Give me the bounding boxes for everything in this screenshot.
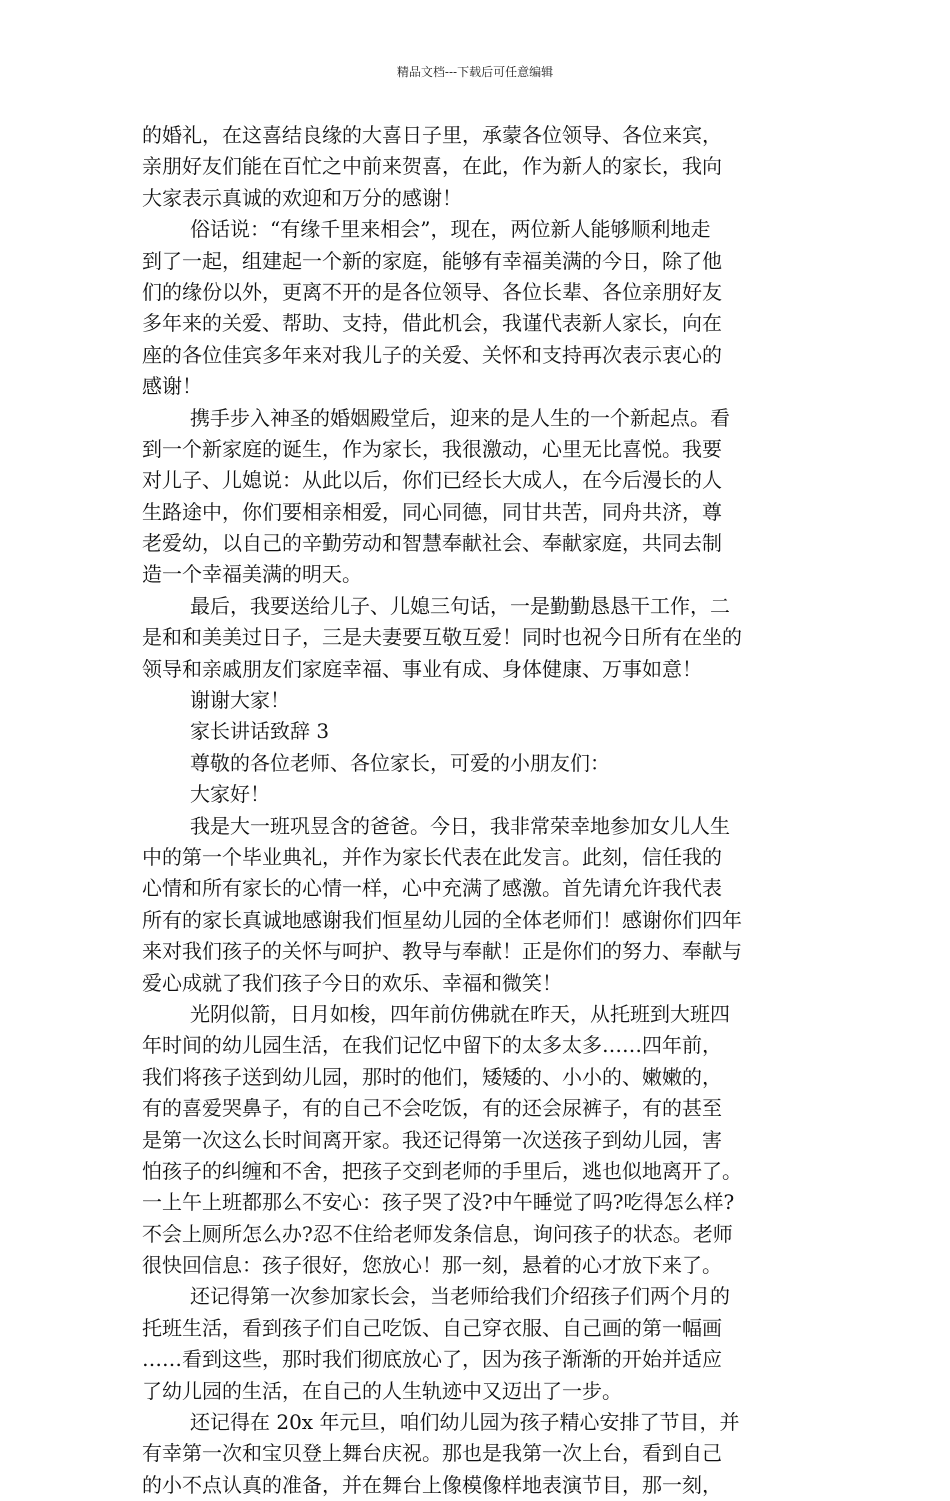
text-line: 大家表示真诚的欢迎和万分的感谢！ <box>142 185 462 210</box>
text-line: 心情和所有家长的心情一样，心中充满了感激。首先请允许我代表 <box>142 876 722 901</box>
text-line: 很快回信息：孩子很好，您放心！那一刻，悬着的心才放下来了。 <box>142 1253 722 1278</box>
text-line: 多年来的关爱、帮助、支持，借此机会，我谨代表新人家长，向在 <box>142 311 722 336</box>
text-line: ……看到这些，那时我们彻底放心了，因为孩子渐渐的开始并适应 <box>142 1347 722 1372</box>
text-line: 谢谢大家！ <box>190 688 290 713</box>
text-line: 我们将孩子送到幼儿园，那时的他们，矮矮的、小小的、嫩嫩的， <box>142 1064 722 1089</box>
text-line: 大家好！ <box>190 782 270 807</box>
document-body <box>142 120 814 1501</box>
text-line: 感谢！ <box>142 374 202 399</box>
text-line: 造一个幸福美满的明天。 <box>142 562 362 587</box>
text-line: 还记得第一次参加家长会，当老师给我们介绍孩子们两个月的 <box>190 1284 730 1309</box>
text-line: 一上午上班都那么不安心：孩子哭了没?中午睡觉了吗?吃得怎么样? <box>142 1190 735 1215</box>
text-line: 最后，我要送给儿子、儿媳三句话，一是勤勤恳恳干工作，二 <box>190 593 730 618</box>
page-header: 精品文档---下载后可任意编辑 <box>396 65 554 79</box>
text-line: 对儿子、儿媳说：从此以后，你们已经长大成人，在今后漫长的人 <box>142 468 722 493</box>
text-line: 亲朋好友们能在百忙之中前来贺喜，在此，作为新人的家长，我向 <box>142 154 722 179</box>
text-line: 来对我们孩子的关怀与呵护、教导与奉献！正是你们的努力、奉献与 <box>142 939 742 964</box>
text-line: 中的第一个毕业典礼，并作为家长代表在此发言。此刻，信任我的 <box>142 844 722 869</box>
text-line: 们的缘份以外，更离不开的是各位领导、各位长辈、各位亲朋好友 <box>142 279 722 304</box>
text-line: 托班生活，看到孩子们自己吃饭、自己穿衣服、自己画的第一幅画 <box>142 1315 722 1340</box>
text-line: 的婚礼，在这喜结良缘的大喜日子里，承蒙各位领导、各位来宾， <box>142 123 722 147</box>
text-line: 有的喜爱哭鼻子，有的自己不会吃饭，有的还会尿裤子，有的甚至 <box>142 1096 722 1121</box>
text-line: 年时间的幼儿园生活，在我们记忆中留下的太多太多……四年前， <box>142 1033 722 1058</box>
text-line: 座的各位佳宾多年来对我儿子的关爱、关怀和支持再次表示衷心的 <box>142 342 722 367</box>
text-line: 尊敬的各位老师、各位家长，可爱的小朋友们： <box>190 750 610 775</box>
text-line: 光阴似箭，日月如梭，四年前仿佛就在昨天，从托班到大班四 <box>190 1001 730 1026</box>
text-line: 携手步入神圣的婚姻殿堂后，迎来的是人生的一个新起点。看 <box>190 405 730 430</box>
text-line: 怕孩子的纠缠和不舍，把孩子交到老师的手里后，逃也似地离开了。 <box>142 1158 742 1183</box>
text-line: 到了一起，组建起一个新的家庭，能够有幸福美满的今日，除了他 <box>142 248 722 273</box>
text-line: 不会上厕所怎么办?忍不住给老师发条信息，询问孩子的状态。老师 <box>142 1221 733 1246</box>
text-line: 的小不点认真的准备，并在舞台上像模像样地表演节目，那一刻， <box>142 1472 722 1497</box>
text-line: 所有的家长真诚地感谢我们恒星幼儿园的全体老师们！感谢你们四年 <box>142 907 742 932</box>
text-line: 是第一次这么长时间离开家。我还记得第一次送孩子到幼儿园，害 <box>142 1127 722 1152</box>
text-line: 还记得在 20x 年元旦，咱们幼儿园为孩子精心安排了节目，并 <box>190 1410 740 1435</box>
text-line: 了幼儿园的生活，在自己的人生轨迹中又迈出了一步。 <box>142 1378 622 1403</box>
text-line: 我是大一班巩昱含的爸爸。今日，我非常荣幸地参加女儿人生 <box>190 813 730 838</box>
text-line: 生路途中，你们要相亲相爱，同心同德，同甘共苦，同舟共济，尊 <box>142 499 722 524</box>
text-line: 俗话说：“有缘千里来相会”，现在，两位新人能够顺利地走 <box>190 217 711 242</box>
text-line: 老爱幼，以自己的辛勤劳动和智慧奉献社会、奉献家庭，共同去制 <box>142 531 722 556</box>
text-line: 是和和美美过日子，三是夫妻要互敬互爱！同时也祝今日所有在坐的 <box>142 625 742 650</box>
text-line: 家长讲话致辞 3 <box>190 719 330 744</box>
text-line: 领导和亲戚朋友们家庭幸福、事业有成、身体健康、万事如意！ <box>142 656 702 681</box>
text-line: 到一个新家庭的诞生，作为家长，我很激动，心里无比喜悦。我要 <box>142 436 722 461</box>
text-line: 爱心成就了我们孩子今日的欢乐、幸福和微笑！ <box>142 970 562 995</box>
text-line: 有幸第一次和宝贝登上舞台庆祝。那也是我第一次上台，看到自己 <box>142 1441 722 1466</box>
